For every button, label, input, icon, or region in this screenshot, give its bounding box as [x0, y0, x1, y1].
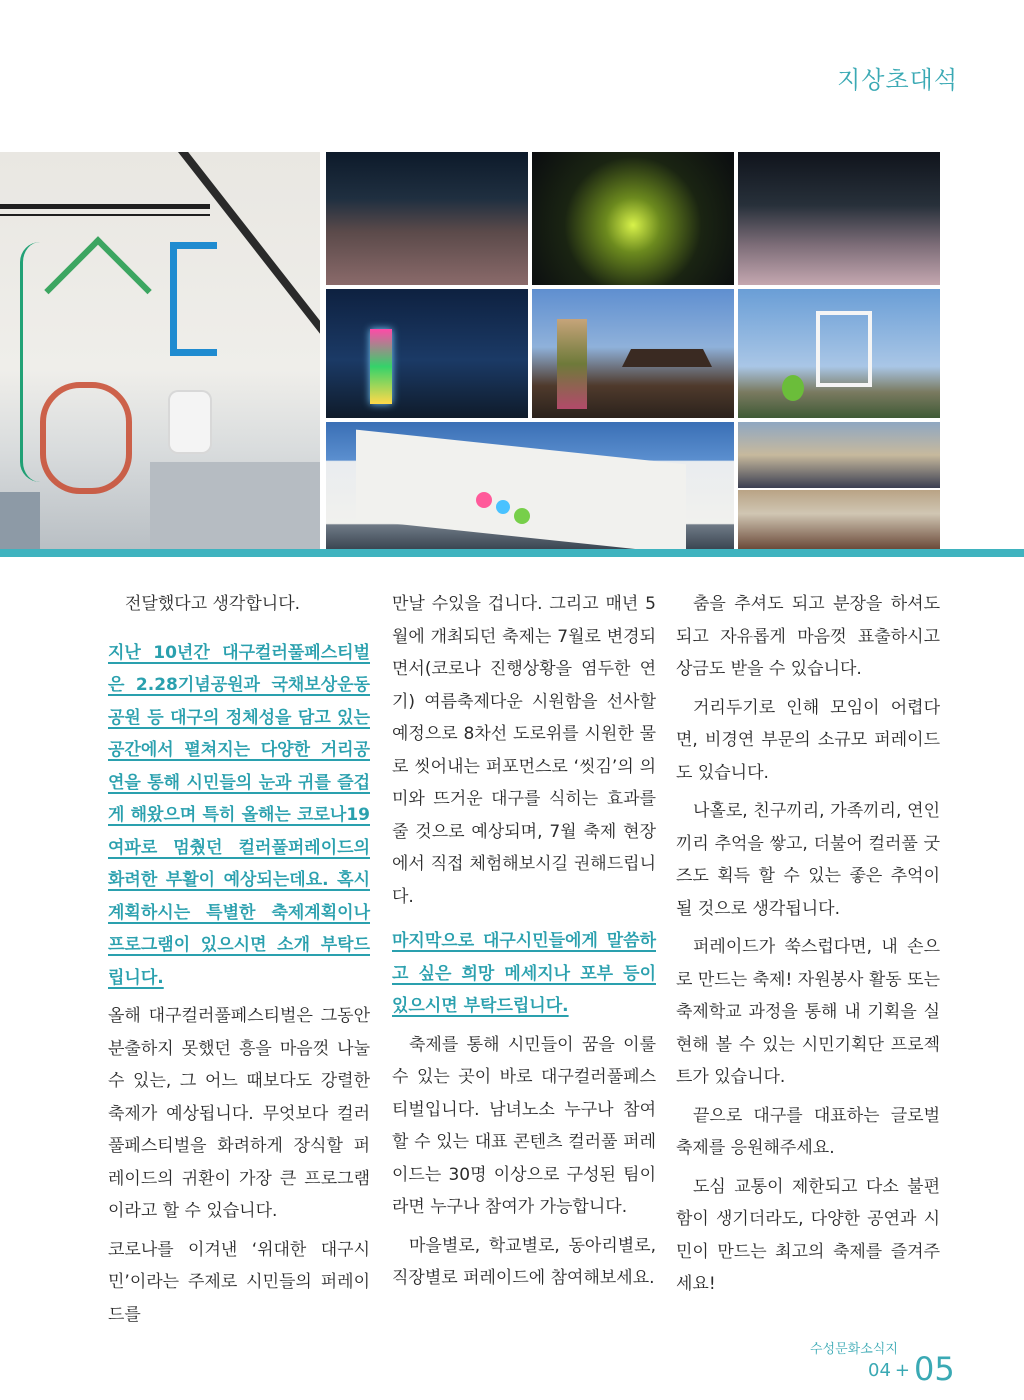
palace-tower-photo [532, 289, 734, 418]
paragraph: 도심 교통이 제한되고 다소 불편함이 생기더라도, 다양한 공연과 시민이 만드는 최고의 축제를 즐겨주세요! [676, 1176, 940, 1294]
paragraph: 거리두기로 인해 모임이 어렵다면, 비경연 부문의 소규모 퍼레이드도 있습니다. [676, 697, 940, 783]
media-tower-photo [326, 289, 528, 418]
text-column-1 [108, 588, 370, 1337]
police-volunteers-photo [738, 422, 940, 488]
interview-question-1: 지난 10년간 대구컬러풀페스티벌은 2.28기념공원과 국채보상운동공원 등 대구의 정체성을 담고 있는 공간에서 펼쳐지는 다양한 거리공연을 통해 시민들의 눈과 귀를 즐겁게 해왔으며 특히 올해는 코로나19 여파로 멈췄던 컬러풀퍼레이드의 화려한 부활이 예상되는데요. 혹시 계획하시는 특별한 축제계획이나 프로그램이 있으시면 소개 부탁드립니다. [108, 642, 370, 988]
section-title: 지상초대석 [837, 66, 958, 94]
paragraph: 전달했다고 생각합니다. [125, 594, 301, 614]
paragraph: 코로나를 이겨낸 ‘위대한 대구시민’이라는 주제로 시민들의 퍼레이드를 [108, 1239, 370, 1325]
page-plus: + [894, 1360, 910, 1381]
paragraph: 만날 수있을 겁니다. 그리고 매년 5월에 개최되던 축제는 7월로 변경되면서(코로나 진행상황을 염두한 연기) 여름축제다운 시원함을 선사할 예정으로 8차선 도로위를 시원한 물로 씻어내는 퍼포먼스로 ‘씻김’의 의미와 뜨거운 대구를 식히는 효과를 줄 것으로 예상되며, 7월 축제 현장에서 직접 체험해보시길 권해드립니다. [392, 594, 656, 907]
aerial-performance-photo [0, 152, 320, 549]
night-parade-photo [326, 152, 528, 285]
festival-sign-photo [326, 422, 734, 549]
paragraph: 춤을 추셔도 되고 분장을 하셔도 되고 자유롭게 마음껏 표출하시고 상금도 받을 수 있습니다. [676, 594, 940, 679]
text-column-2 [392, 588, 656, 1301]
page-number-right: 05 [914, 1350, 955, 1388]
page-numbers [868, 1346, 955, 1388]
paragraph: 축제를 통해 시민들이 꿈을 이룰 수 있는 곳이 바로 대구컬러풀페스티벌입니다. 남녀노소 누구나 참여할 수 있는 대표 콘텐츠 컬러풀 퍼레이드는 30명 이상으로 구성된 팀이라면 누구나 참여가 가능합니다. [392, 1034, 656, 1217]
interview-question-2: 마지막으로 대구시민들에게 말씀하고 싶은 희망 메세지나 포부 등이 있으시면 부탁드립니다. [392, 931, 656, 1016]
paragraph: 퍼레이드가 쑥스럽다면, 내 손으로 만드는 축제! 자원봉사 활동 또는 축제학교 과정을 통해 내 기획을 실현해 볼 수 있는 시민기획단 프로젝트가 있습니다. [676, 937, 940, 1087]
night-crowd-photo [738, 152, 940, 285]
page-number-left: 04 [868, 1360, 891, 1381]
divider-bar [0, 549, 1024, 557]
text-column-3 [676, 588, 940, 1307]
paragraph: 마을별로, 학교별로, 동아리별로, 직장별로 퍼레이드에 참여해보세요. [392, 1235, 656, 1288]
magazine-name: 수성문화소식지 [810, 1342, 898, 1357]
photo-zone-photo [738, 289, 940, 418]
paragraph: 올해 대구컬러풀페스티벌은 그동안 분출하지 못했던 흥을 마음껏 나눌 수 있는, 그 어느 때보다도 강렬한 축제가 예상됩니다. 무엇보다 컬러풀페스티벌을 화려하게 장식할 퍼레이드의 귀환이 가장 큰 프로그램이라고 할 수 있습니다. [108, 1006, 370, 1221]
volunteer-group-photo [738, 490, 940, 549]
stage-performance-photo [532, 152, 734, 285]
paragraph: 나홀로, 친구끼리, 가족끼리, 연인끼리 추억을 쌓고, 더불어 컬러풀 굿즈도 획득 할 수 있는 좋은 추억이 될 것으로 생각됩니다. [676, 801, 940, 919]
paragraph: 끝으로 대구를 대표하는 글로벌 축제를 응원해주세요. [676, 1105, 940, 1158]
